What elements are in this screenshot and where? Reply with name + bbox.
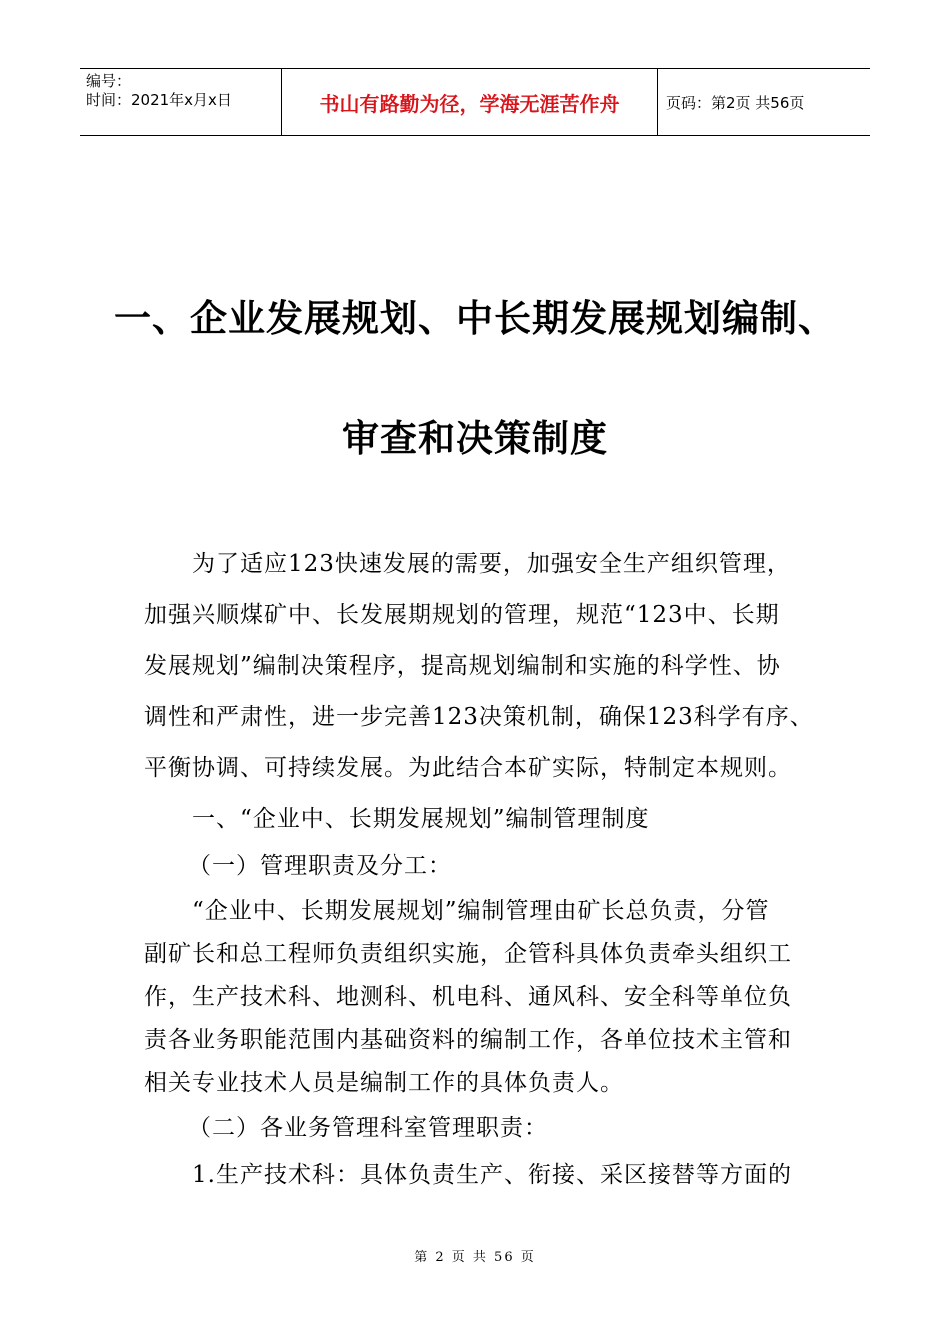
body-line: 副矿长和总工程师负责组织实施，企管科具体负责牵头组织工 xyxy=(144,941,792,967)
document-title-line-2: 审查和决策制度 xyxy=(342,417,608,460)
body-line: 为了适应123快速发展的需要，加强安全生产组织管理， xyxy=(192,551,791,577)
header-page-info: 页码：第2页 共56页 xyxy=(666,93,805,112)
subsection-heading: （二）各业务管理科室管理职责： xyxy=(188,1115,548,1141)
header-motto-cell xyxy=(282,69,658,135)
body-line: 平衡协调、可持续发展。为此结合本矿实际，特制定本规则。 xyxy=(144,755,792,781)
section-heading: 一、“企业中、长期发展规划”编制管理制度 xyxy=(192,806,650,832)
body-line: 作，生产技术科、地测科、机电科、通风科、安全科等单位负 xyxy=(144,984,792,1010)
body-line: 相关专业技术人员是编制工作的具体负责人。 xyxy=(144,1070,624,1096)
document-number-label: 编号： xyxy=(86,72,132,90)
body-line: 调性和严肃性，进一步完善123决策机制，确保123科学有序、 xyxy=(144,704,814,730)
header-meta-cell xyxy=(80,69,282,135)
document-time-label: 时间：2021年x月x日 xyxy=(86,91,232,109)
document-title-line-1: 一、企业发展规划、中长期发展规划编制、 xyxy=(114,297,836,340)
body-line: 责各业务职能范围内基础资料的编制工作，各单位技术主管和 xyxy=(144,1027,792,1053)
body-line: 发展规划”编制决策程序，提高规划编制和实施的科学性、协 xyxy=(144,653,781,679)
body-line: 加强兴顺煤矿中、长发展期规划的管理，规范“123中、长期 xyxy=(144,602,780,628)
document-header xyxy=(80,68,870,136)
header-motto: 书山有路勤为径，学海无涯苦作舟 xyxy=(319,91,620,116)
page-footer: 第 2 页 共 56 页 xyxy=(414,1250,536,1265)
body-line: 1.生产技术科：具体负责生产、衔接、采区接替等方面的 xyxy=(192,1162,792,1188)
body-line: “企业中、长期发展规划”编制管理由矿长总负责，分管 xyxy=(192,898,770,924)
subsection-heading: （一）管理职责及分工： xyxy=(188,853,452,879)
header-page-cell xyxy=(658,69,870,135)
